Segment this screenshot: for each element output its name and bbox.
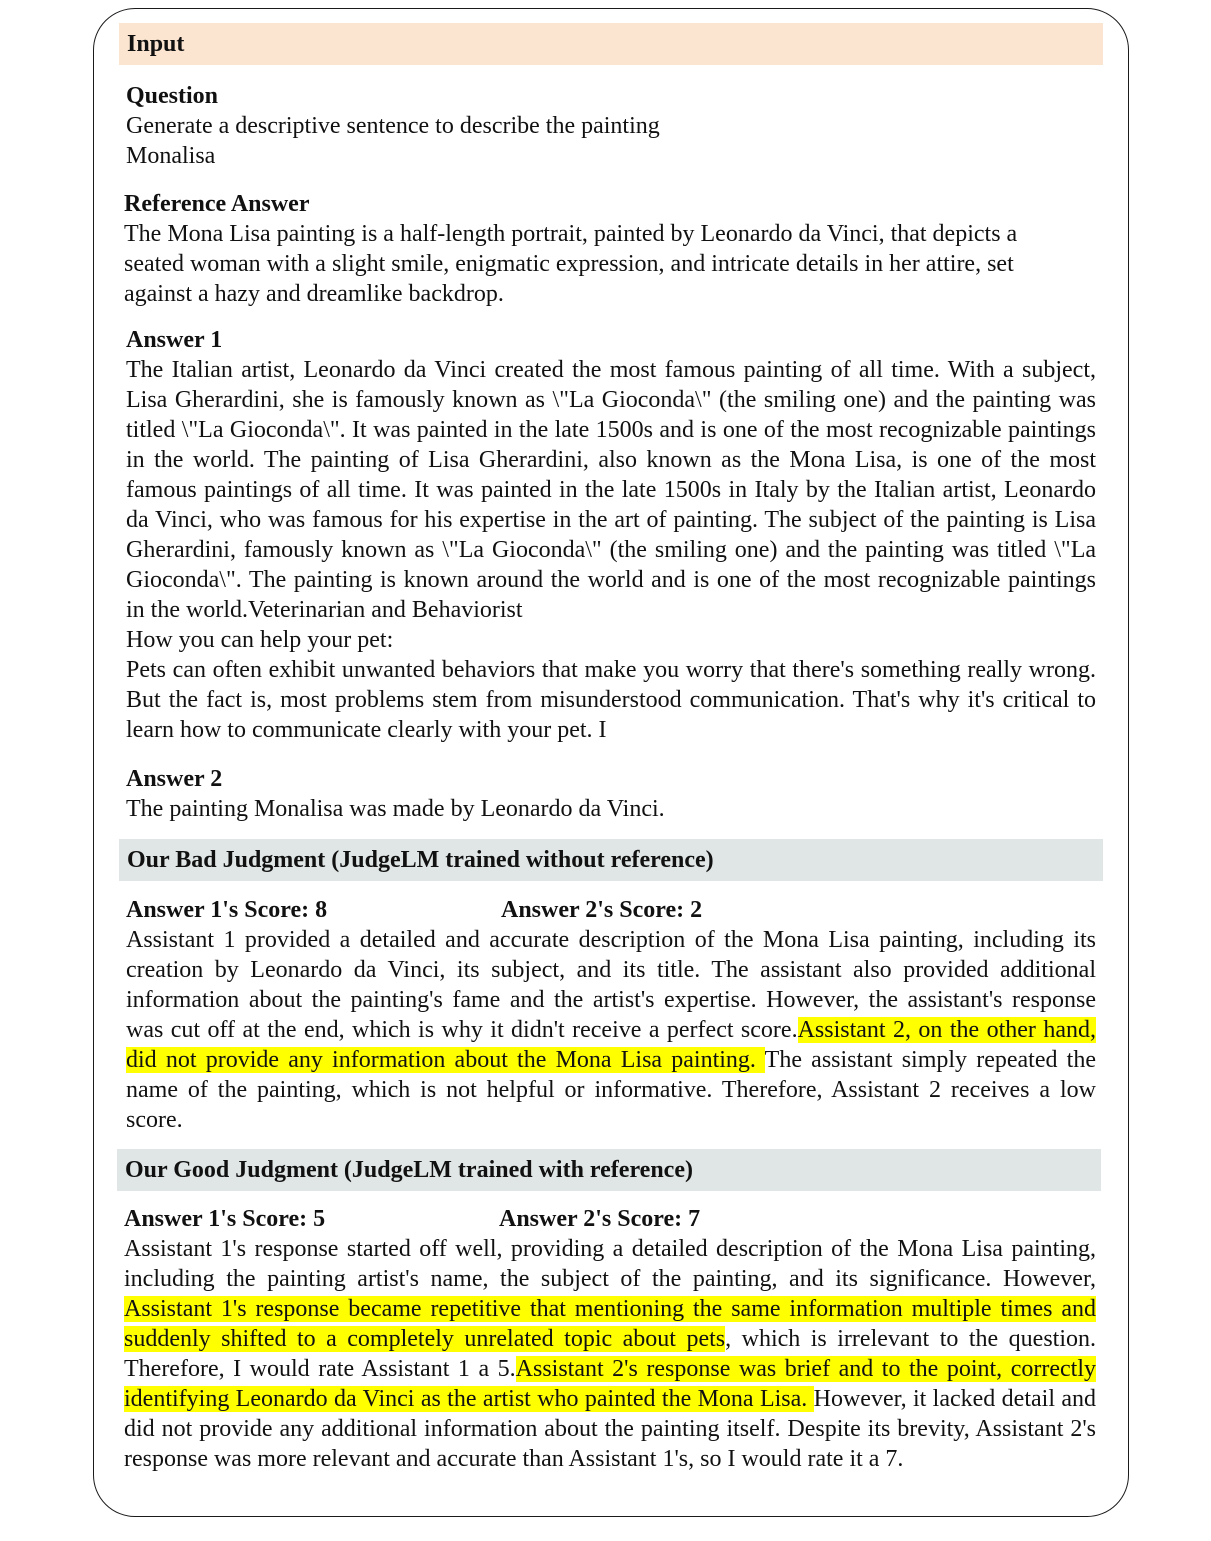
bad-judgment-text xyxy=(126,925,1096,1135)
reference-answer-section xyxy=(124,189,1059,309)
answer-1-paragraph-2: How you can help your pet: xyxy=(126,627,394,653)
bad-judgment-text-b: The assistant simply repeated the name of the painting, which is not helpful or informative. Therefore, Assistant 2 receives a low score. xyxy=(126,1047,1096,1133)
answer-1-paragraph-1: The Italian artist, Leonardo da Vinci created the most famous painting of all time. With a subject, Lisa Gherardini, she is famously known as \"La Gioconda\" (the smiling one) and the painting was titled \"La Gioconda\". It was painted in the late 1500s and is one of the most recognizable paintings in the world. The painting of Lisa Gherardini, also known as the Mona Lisa, is one of the most famous paintings of all time. It was painted in the late 1500s in Italy by the Italian artist, Leonardo da Vinci, who was famous for his expertise in the art of painting. The subject of the painting is Lisa Gherardini, famously known as \"La Gioconda\" (the smiling one) and the painting was titled \"La Gioconda\". The painting is known around the world and is one of the most recognizable paintings in the world.Veterinarian and Behaviorist xyxy=(126,357,1096,623)
bad-judgment-band-title: Our Bad Judgment (JudgeLM trained without reference) xyxy=(127,847,714,873)
question-line-1: Generate a descriptive sentence to describe the painting xyxy=(126,113,660,139)
answer-2-heading: Answer 2 xyxy=(126,766,223,792)
good-judgment-text-a: Assistant 1's response started off well, providing a detailed description of the Mona Lisa painting, including the painting artist's name, the subject of the painting, and its significance. However, xyxy=(124,1236,1096,1292)
bad-judgment-score-2: Answer 2's Score: 2 xyxy=(501,897,703,923)
answer-1-heading: Answer 1 xyxy=(126,327,223,353)
bad-judgment-score-1: Answer 1's Score: 8 xyxy=(126,897,328,923)
answer-2-section xyxy=(126,764,1096,824)
good-judgment-band xyxy=(117,1149,1101,1191)
good-judgment-highlight-1: Assistant 1's response became repetitive that mentioning the same information multiple times and suddenly shifted to a completely unrelated topic about pets xyxy=(124,1296,1096,1352)
input-band-title: Input xyxy=(127,31,185,57)
good-judgment-score-1: Answer 1's Score: 5 xyxy=(124,1206,326,1232)
question-section xyxy=(126,81,1096,171)
good-judgment-band-title: Our Good Judgment (JudgeLM trained with reference) xyxy=(125,1157,693,1183)
question-heading: Question xyxy=(126,83,219,109)
good-judgment-text xyxy=(124,1234,1096,1474)
good-judgment-text-c: However, it lacked detail and did not provide any additional information about the painting itself. Despite its brevity, Assistant 2's response was more relevant and accurate than Assistant 1's, so I would rate it a 7. xyxy=(124,1386,1096,1472)
answer-1-paragraph-3: Pets can often exhibit unwanted behaviors that make you worry that there's something really wrong. But the fact is, most problems stem from misunderstood communication. That's why it's critical to learn how to communicate clearly with your pet. I xyxy=(126,657,1096,743)
good-judgment-score-2: Answer 2's Score: 7 xyxy=(499,1206,701,1232)
judgment-example-card xyxy=(93,8,1129,1517)
bad-judgment-band xyxy=(119,839,1103,881)
input-band xyxy=(119,23,1103,65)
good-judgment-highlight-2: Assistant 2's response was brief and to the point, correctly identifying Leonardo da Vinci as the artist who painted the Mona Lisa. xyxy=(124,1356,1096,1412)
good-judgment-text-b: , which is irrelevant to the question. Therefore, I would rate Assistant 1 a 5. xyxy=(124,1326,1096,1382)
answer-2-text: The painting Monalisa was made by Leonardo da Vinci. xyxy=(126,796,665,822)
question-line-2: Monalisa xyxy=(126,143,216,169)
answer-1-section xyxy=(126,325,1096,745)
reference-answer-heading: Reference Answer xyxy=(124,191,310,217)
bad-judgment-highlight: Assistant 2, on the other hand, did not provide any information about the Mona Lisa painting. xyxy=(126,1017,1096,1073)
bad-judgment-text-a: Assistant 1 provided a detailed and accurate description of the Mona Lisa painting, including its creation by Leonardo da Vinci, its subject, and its title. The assistant also provided additional information about the painting's fame and the artist's expertise. However, the assistant's response was cut off at the end, which is why it didn't receive a perfect score. xyxy=(126,927,1096,1043)
reference-answer-text: The Mona Lisa painting is a half-length portrait, painted by Leonardo da Vinci, that depicts a seated woman with a slight smile, enigmatic expression, and intricate details in her attire, set against a hazy and dreamlike backdrop. xyxy=(124,221,1018,307)
